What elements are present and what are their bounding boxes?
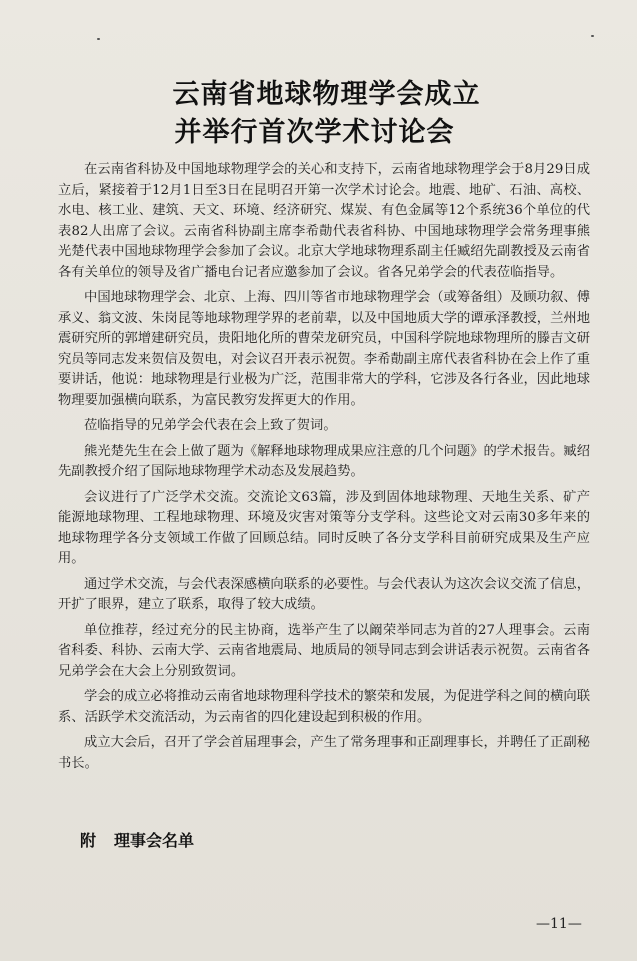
- paragraph-9: 成立大会后，召开了学会首届理事会，产生了常务理事和正副理事长，并聘任了正副秘书长。: [58, 735, 590, 771]
- paragraph-2: 中国地球物理学会、北京、上海、四川等省市地球物理学会（或筹备组）及顾功叙、傅承义、翁文波、朱岗昆等地球物理学界的老前辈，以及中国地质大学的谭承泽教授，兰州地震研究所的郭增建研究员，贵阳地化所的曹荣龙研究员，中国科学院地球物理所的滕吉文研究员等同志发来贺信及贺电，对会议召开表示祝贺。李希勣副主席代表省科协在会上作了重要讲话，他说：地球物理是行业极为广泛，范围非常大的学科，它涉及各行各业，因此地球物理要加强横向联系，为富民教穷发挥更大的作用。: [58, 290, 590, 408]
- scan-speck: [591, 35, 594, 37]
- appendix-title: 理事会名单: [114, 831, 195, 850]
- page-number: —11—: [536, 916, 582, 932]
- article-body: [58, 160, 590, 779]
- appendix-heading: [80, 828, 194, 851]
- scan-speck: [97, 38, 100, 40]
- paragraph-7: 单位推荐，经过充分的民主协商，选举产生了以阚荣举同志为首的27人理事会。云南省科委、科协、云南大学、云南省地震局、地质局的领导同志到会讲话表示祝贺。云南省各兄弟学会在大会上分别致贺词。: [58, 622, 590, 679]
- paragraph-6: 通过学术交流，与会代表深感横向联系的必要性。与会代表认为这次会议交流了信息，开扩了眼界，建立了联系，取得了较大成绩。: [58, 576, 590, 612]
- title-line-1: 云南省地球物理学会成立: [172, 79, 481, 110]
- paragraph-3: 莅临指导的兄弟学会代表在会上致了贺词。: [84, 418, 337, 433]
- appendix-label: 附: [80, 831, 97, 850]
- paragraph-1: 在云南省科协及中国地球物理学会的关心和支持下，云南省地球物理学会于8月29日成立后，紧接着于12月1日至3日在昆明召开第一次学术讨论会。地震、地矿、石油、高校、水电、核工业、建筑、天文、环境、经济研究、煤炭、有色金属等12个系统36个单位的代表82人出席了会议。云南省科协副主席李希勣代表省科协、中国地球物理学会常务理事熊光楚代表中国地球物理学会参加了会议。北京大学地球物理系副主任臧绍先副教授及云南省各有关单位的领导及省广播电台记者应邀参加了会议。省各兄弟学会的代表莅临指导。: [58, 162, 590, 280]
- title-line-2: 并举行首次学术讨论会: [174, 117, 455, 148]
- paragraph-8: 学会的成立必将推动云南省地球物理科学技术的繁荣和发展，为促进学科之间的横向联系、活跃学术交流活动，为云南省的四化建设起到积极的作用。: [58, 689, 590, 725]
- paragraph-4: 熊光楚先生在会上做了题为《解释地球物理成果应注意的几个问题》的学术报告。臧绍先副教授介绍了国际地球物理学术动态及发展趋势。: [58, 443, 590, 479]
- paragraph-5: 会议进行了广泛学术交流。交流论文63篇，涉及到固体地球物理、天地生关系、矿产能源地球物理、工程地球物理、环境及灾害对策等分支学科。这些论文对云南30多年来的地球物理学各分支领域工作做了回顾总结。同时反映了各分支学科目前研究成果及生产应用。: [58, 489, 590, 566]
